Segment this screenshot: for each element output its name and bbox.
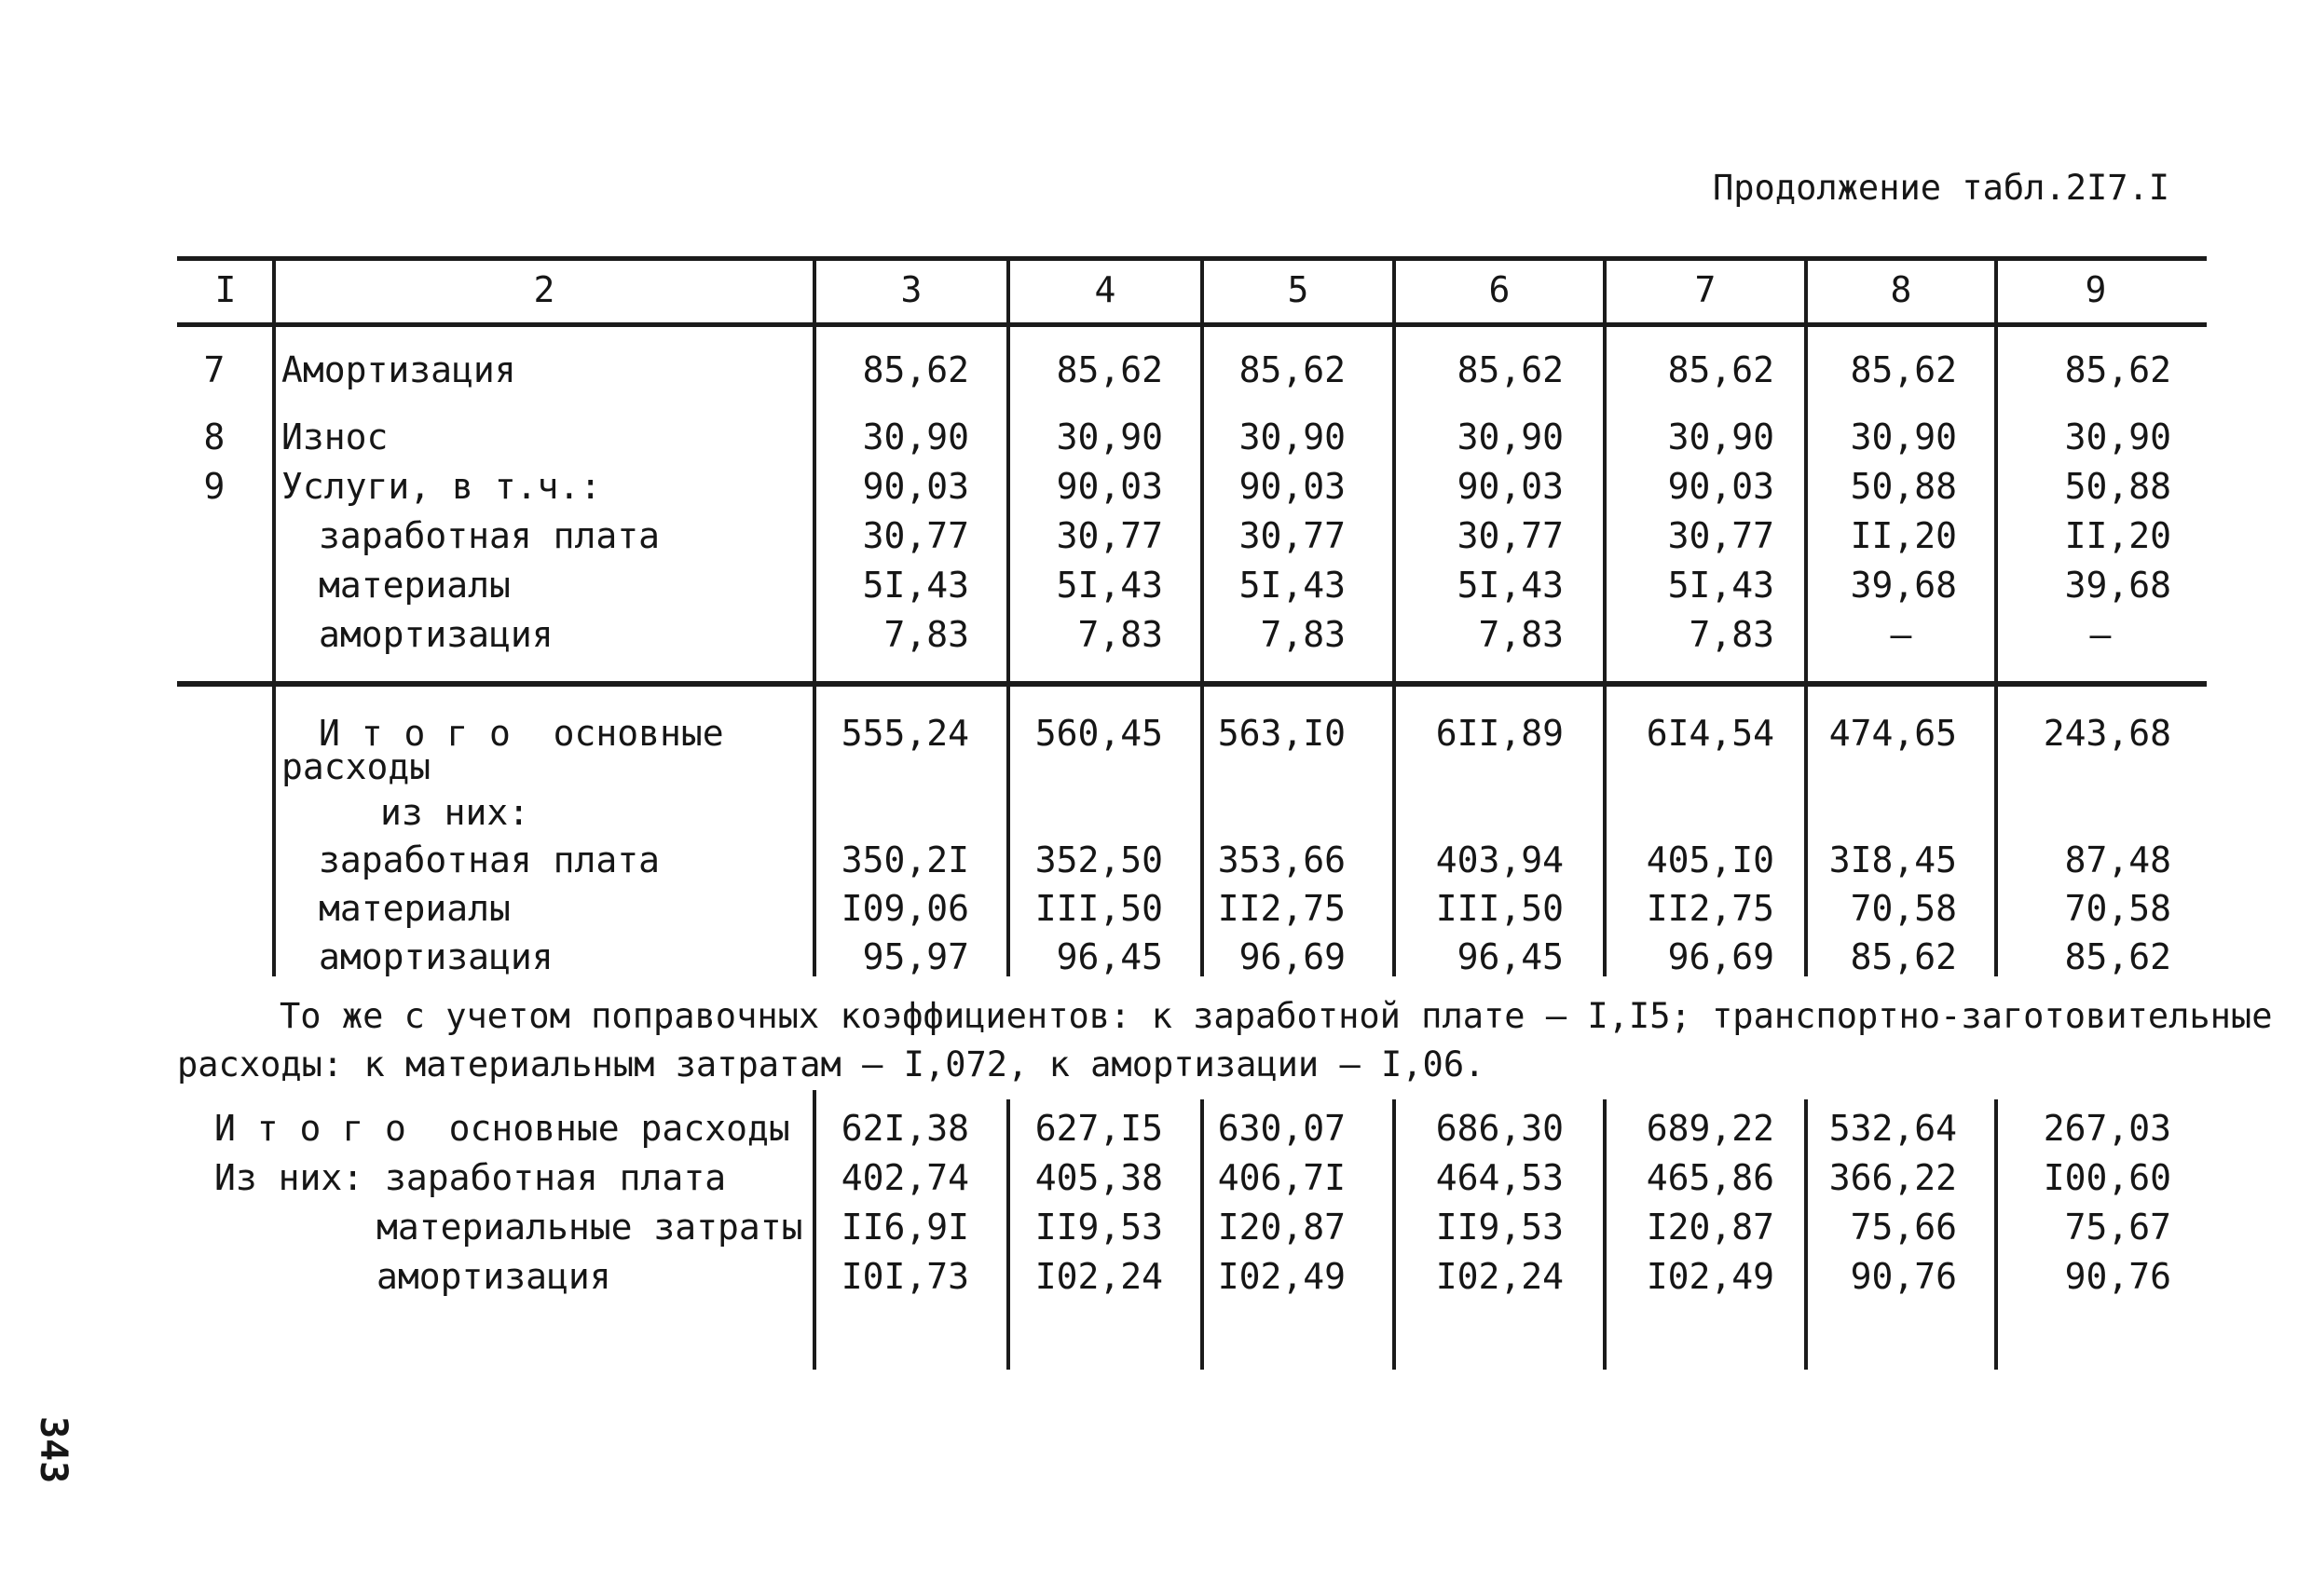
row-number: 9: [203, 466, 226, 507]
value-col-6: 6II,89: [1435, 713, 1564, 754]
header-col-9: 9: [2085, 269, 2107, 310]
value-col-8: II,20: [1850, 515, 1957, 556]
value-col-4: 96,45: [1056, 936, 1163, 977]
column-divider-1: [272, 259, 276, 976]
header-col-1: I: [214, 269, 237, 310]
value-col-4: 7,83: [1077, 614, 1163, 655]
value-col-6: 90,03: [1457, 466, 1564, 507]
value-col-8: 474,65: [1828, 713, 1957, 754]
value-col-7: 689,22: [1646, 1108, 1774, 1149]
value-col-3: 7,83: [883, 614, 969, 655]
header-col-5: 5: [1287, 269, 1309, 310]
header-col-6: 6: [1488, 269, 1511, 310]
value-col-8: 85,62: [1850, 349, 1957, 390]
value-col-4: 30,77: [1056, 515, 1163, 556]
value-col-3: II6,9I: [841, 1207, 969, 1248]
correction-note-line2: расходы: к материальным затратам – I,072, к амортизации – I,06.: [177, 1044, 1485, 1084]
value-col-7: I02,49: [1646, 1256, 1774, 1297]
value-col-5: 85,62: [1238, 349, 1346, 390]
value-col-3: 555,24: [841, 713, 969, 754]
value-col-6: II9,53: [1435, 1207, 1564, 1248]
value-col-6: 5I,43: [1457, 565, 1564, 606]
value-col-3: 402,74: [841, 1157, 969, 1198]
row-label: амортизация: [376, 1256, 611, 1297]
table-caption: Продолжение табл.2I7.I: [1713, 168, 2170, 208]
value-col-4: 30,90: [1056, 416, 1163, 457]
value-col-8: 75,66: [1850, 1207, 1957, 1248]
value-col-5: 563,I0: [1217, 713, 1346, 754]
value-col-3: I09,06: [841, 888, 969, 929]
value-col-5: 96,69: [1238, 936, 1346, 977]
value-col-5: 630,07: [1217, 1108, 1346, 1149]
row-label: И т о г о основные расходы: [214, 1108, 790, 1149]
value-col-5: 90,03: [1238, 466, 1346, 507]
value-col-6: 85,62: [1457, 349, 1564, 390]
row-label: Износ: [281, 416, 389, 457]
row-label: Из них: заработная плата: [214, 1157, 727, 1198]
value-col-9: 85,62: [2064, 349, 2171, 390]
row-label: Услуги, в т.ч.:: [281, 466, 602, 507]
value-col-7: I20,87: [1646, 1207, 1774, 1248]
value-col-9: 30,90: [2064, 416, 2171, 457]
value-col-6: 7,83: [1478, 614, 1564, 655]
value-col-8: 532,64: [1828, 1108, 1957, 1149]
value-col-4: 90,03: [1056, 466, 1163, 507]
row-label: материалы: [319, 888, 511, 929]
value-col-8: 70,58: [1850, 888, 1957, 929]
value-col-8: 90,76: [1850, 1256, 1957, 1297]
value-col-5: 30,77: [1238, 515, 1346, 556]
value-col-9: I00,60: [2043, 1157, 2171, 1198]
value-col-5: 7,83: [1260, 614, 1346, 655]
header-col-8: 8: [1890, 269, 1912, 310]
value-col-9: 75,67: [2064, 1207, 2171, 1248]
value-col-3: 350,2I: [841, 839, 969, 880]
value-col-9: 85,62: [2064, 936, 2171, 977]
value-col-3: 85,62: [862, 349, 969, 390]
row-label: амортизация: [319, 936, 554, 977]
header-col-7: 7: [1694, 269, 1717, 310]
value-col-5: 5I,43: [1238, 565, 1346, 606]
row-number: 8: [203, 416, 226, 457]
value-col-9: 267,03: [2043, 1108, 2171, 1149]
value-col-4: 352,50: [1034, 839, 1163, 880]
value-col-7: 6I4,54: [1646, 713, 1774, 754]
value-col-4: 627,I5: [1034, 1108, 1163, 1149]
row-label: заработная плата: [319, 839, 661, 880]
section-divider-rule: [177, 681, 2207, 687]
value-col-9: 70,58: [2064, 888, 2171, 929]
value-col-4: II9,53: [1034, 1207, 1163, 1248]
value-col-8: –: [1890, 614, 1912, 655]
header-col-2: 2: [533, 269, 555, 310]
value-col-9: 243,68: [2043, 713, 2171, 754]
value-col-6: 30,90: [1457, 416, 1564, 457]
value-col-9: 39,68: [2064, 565, 2171, 606]
value-col-8: 39,68: [1850, 565, 1957, 606]
value-col-6: III,50: [1435, 888, 1564, 929]
value-col-7: II2,75: [1646, 888, 1774, 929]
value-col-9: –: [2089, 614, 2112, 655]
value-col-9: 87,48: [2064, 839, 2171, 880]
value-col-3: 5I,43: [862, 565, 969, 606]
value-col-6: I02,24: [1435, 1256, 1564, 1297]
value-col-7: 85,62: [1667, 349, 1774, 390]
value-col-7: 465,86: [1646, 1157, 1774, 1198]
value-col-3: 30,77: [862, 515, 969, 556]
row-label: материальные затраты: [376, 1207, 803, 1248]
value-col-3: 95,97: [862, 936, 969, 977]
row-number: 7: [203, 349, 226, 390]
value-col-5: 353,66: [1217, 839, 1346, 880]
value-col-7: 7,83: [1689, 614, 1774, 655]
value-col-3: 90,03: [862, 466, 969, 507]
header-col-4: 4: [1094, 269, 1116, 310]
value-col-5: I02,49: [1217, 1256, 1346, 1297]
value-col-4: III,50: [1034, 888, 1163, 929]
value-col-4: I02,24: [1034, 1256, 1163, 1297]
header-col-3: 3: [900, 269, 923, 310]
value-col-8: 366,22: [1828, 1157, 1957, 1198]
row-label: заработная плата: [319, 515, 661, 556]
value-col-3: 30,90: [862, 416, 969, 457]
value-col-7: 5I,43: [1667, 565, 1774, 606]
page-number: 343: [32, 1416, 75, 1484]
value-col-5: 406,7I: [1217, 1157, 1346, 1198]
value-col-8: 30,90: [1850, 416, 1957, 457]
value-col-3: I0I,73: [841, 1256, 969, 1297]
value-col-8: 85,62: [1850, 936, 1957, 977]
value-col-4: 5I,43: [1056, 565, 1163, 606]
row-label: материалы: [319, 565, 511, 606]
table-top-rule: [177, 256, 2207, 261]
value-col-7: 30,90: [1667, 416, 1774, 457]
value-col-4: 85,62: [1056, 349, 1163, 390]
row-label: амортизация: [319, 614, 554, 655]
value-col-7: 96,69: [1667, 936, 1774, 977]
value-col-3: 62I,38: [841, 1108, 969, 1149]
value-col-6: 96,45: [1457, 936, 1564, 977]
correction-note-line1: То же с учетом поправочных коэффициентов: к заработной плате – I,I5; транспортно-заготовительные: [280, 996, 2273, 1036]
value-col-4: 560,45: [1034, 713, 1163, 754]
value-col-5: 30,90: [1238, 416, 1346, 457]
value-col-8: 50,88: [1850, 466, 1957, 507]
value-col-6: 686,30: [1435, 1108, 1564, 1149]
total-label-line2: расходы: [281, 746, 431, 787]
value-col-6: 30,77: [1457, 515, 1564, 556]
value-col-9: 50,88: [2064, 466, 2171, 507]
value-col-9: 90,76: [2064, 1256, 2171, 1297]
value-col-5: I20,87: [1217, 1207, 1346, 1248]
value-col-4: 405,38: [1034, 1157, 1163, 1198]
value-col-7: 30,77: [1667, 515, 1774, 556]
value-col-9: II,20: [2064, 515, 2171, 556]
value-col-6: 403,94: [1435, 839, 1564, 880]
value-col-7: 90,03: [1667, 466, 1774, 507]
header-bottom-rule: [177, 322, 2207, 327]
value-col-6: 464,53: [1435, 1157, 1564, 1198]
row-label: Амортизация: [281, 349, 516, 390]
of-them-label: из них:: [380, 792, 530, 833]
value-col-5: II2,75: [1217, 888, 1346, 929]
value-col-8: 3I8,45: [1828, 839, 1957, 880]
total-label-line1: И т о г о основные: [319, 713, 724, 754]
value-col-7: 405,I0: [1646, 839, 1774, 880]
